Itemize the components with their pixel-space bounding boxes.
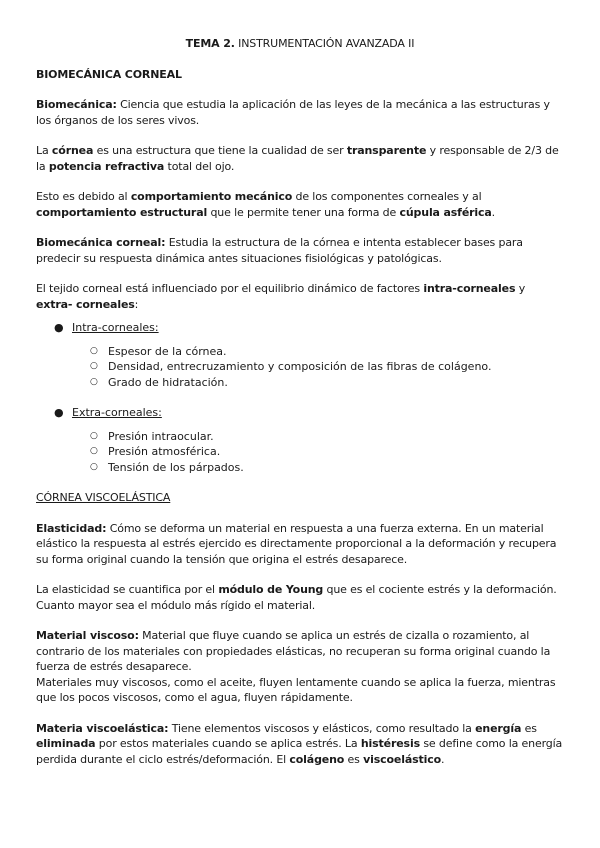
paragraph-materia-viscoelastica: Materia viscoelástica: Tiene elementos viscosos y elásticos, como resultado la energía es eliminada por estos materiales cuando se aplica estrés. La histéresis se define como la energía perdida durante el ciclo estrés/deformación. El colágeno es viscoelástico. bbox=[36, 721, 563, 766]
paragraph-materiales-viscosos: Materiales muy viscosos, como el aceite, fluyen lentamente cuando se aplica la fuerza, mientras que los pocos viscosos, como el agua, fluyen rápidamente. bbox=[36, 675, 556, 704]
paragraph-biomecanica: Biomecánica: Ciencia que estudia la aplicación de las leyes de la mecánica a las estructuras y los órganos de los seres vivos. bbox=[36, 98, 550, 127]
bullet-icon: ● bbox=[54, 406, 64, 419]
list-item: ○ Espesor de la córnea. bbox=[90, 344, 227, 358]
intra-sublist bbox=[36, 344, 564, 391]
circle-bullet-icon: ○ bbox=[90, 376, 98, 387]
extra-sublist bbox=[36, 429, 564, 476]
page-title: TEMA 2. INSTRUMENTACIÓN AVANZADA II bbox=[185, 37, 415, 50]
intra-list bbox=[36, 320, 564, 336]
circle-bullet-icon: ○ bbox=[90, 345, 98, 356]
circle-bullet-icon: ○ bbox=[90, 446, 98, 456]
circle-bullet-icon: ○ bbox=[90, 461, 98, 472]
list-item: ○ Grado de hidratación. bbox=[90, 375, 228, 389]
circle-bullet-icon: ○ bbox=[90, 430, 98, 441]
section-heading-cornea-viscoelastica: CÓRNEA VISCOELÁSTICA bbox=[36, 491, 171, 504]
paragraph-elasticidad: Elasticidad: Cómo se deforma un material en respuesta a una fuerza externa. En un material elástico la respuesta al estrés ejercido es directamente proporcional a la deformación y recupera su forma original cuando la tensión que origina el estrés desaparece. bbox=[36, 521, 557, 566]
list-item: ○ Presión atmosférica. bbox=[90, 445, 221, 458]
list-item: ○ Tensión de los párpados. bbox=[90, 460, 244, 474]
list-item: ○ Densidad, entrecruzamiento y composición de las fibras de colágeno. bbox=[90, 360, 492, 373]
bullet-icon: ● bbox=[54, 321, 64, 334]
paragraph-material-viscoso: Material viscoso: Material que fluye cuando se aplica un estrés de cizalla o rozamiento, al contrario de los materiales con propiedades elásticas, no recuperan su forma original cuando la fuerza de estrés desaparece. bbox=[36, 629, 551, 673]
list-item: ● Extra-corneales: bbox=[54, 406, 162, 419]
section-heading-biomecanica: BIOMECÁNICA CORNEAL bbox=[36, 67, 182, 81]
list-item: ● Intra-corneales: bbox=[54, 321, 159, 334]
paragraph-comportamiento: Esto es debido al comportamiento mecánico de los componentes corneales y al comportamiento estructural que le permite tener una forma de cúpula asférica. bbox=[36, 190, 496, 219]
circle-bullet-icon: ○ bbox=[90, 361, 98, 371]
paragraph-modulo-young: La elasticidad se cuantifica por el módulo de Young que es el cociente estrés y la deformación. Cuanto mayor sea el módulo más rígido el material. bbox=[36, 583, 557, 612]
list-item: ○ Presión intraocular. bbox=[90, 429, 214, 443]
paragraph-cornea: La córnea es una estructura que tiene la cualidad de ser transparente y responsable de 2/3 de la potencia refractiva total del ojo. bbox=[36, 144, 559, 173]
extra-list bbox=[36, 405, 564, 421]
paragraph-tejido-corneal: El tejido corneal está influenciado por el equilibrio dinámico de factores intra-corneales y extra- corneales: bbox=[36, 282, 526, 311]
paragraph-biomecanica-corneal: Biomecánica corneal: Estudia la estructura de la córnea e intenta establecer bases para predecir su respuesta dinámica antes situaciones fisiológicas y patológicas. bbox=[36, 236, 523, 265]
